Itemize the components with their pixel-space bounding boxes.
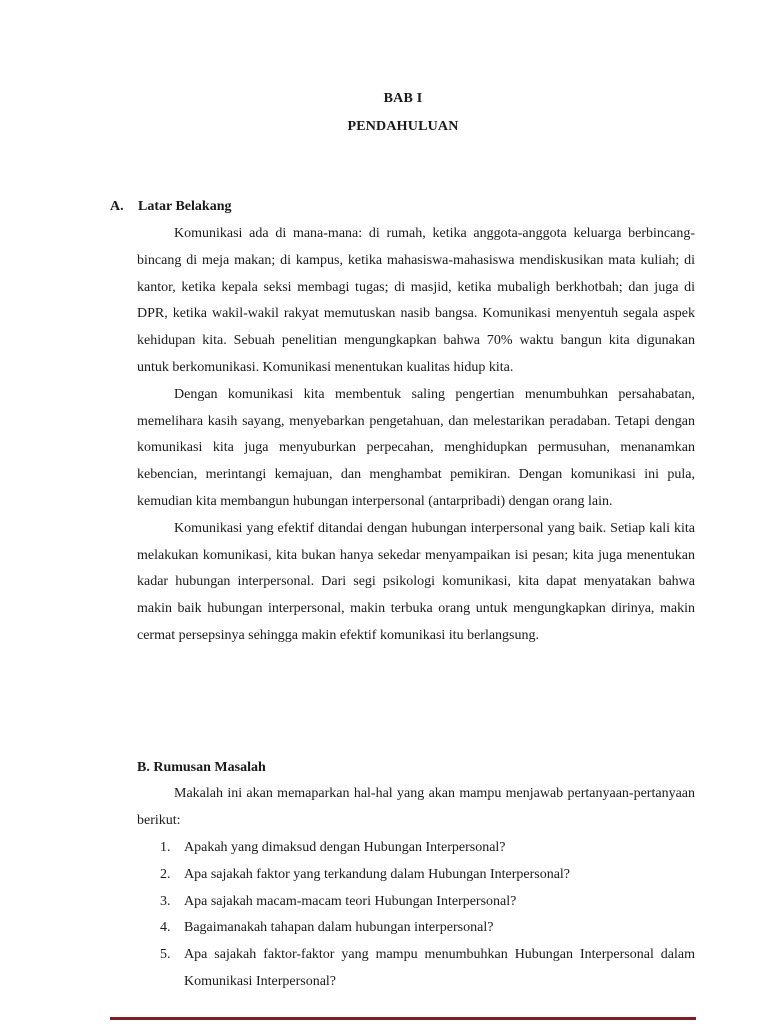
list-number: 1. — [160, 840, 171, 855]
list-text: Bagaimanakah tahapan dalam hubungan interpersonal? — [184, 920, 494, 936]
question-list — [160, 835, 695, 996]
list-number: 3. — [160, 893, 171, 909]
list-item — [160, 942, 695, 996]
list-number: 5. — [160, 947, 171, 963]
footer-divider — [110, 1017, 696, 1020]
list-text: Apa sajakah faktor yang terkandung dalam Hubungan Interpersonal? — [184, 866, 571, 882]
chapter-number: BAB I — [383, 91, 423, 106]
list-text: Apa sajakah macam-macam teori Hubungan Interpersonal? — [184, 893, 517, 909]
list-number: 2. — [160, 866, 171, 882]
section-b-body — [137, 781, 695, 835]
list-text: Apakah yang dimaksud dengan Hubungan Interpersonal? — [184, 840, 506, 855]
list-number: 4. — [160, 920, 171, 936]
list-item — [160, 915, 695, 942]
section-a-body — [137, 221, 695, 650]
paragraph: Dengan komunikasi kita membentuk saling pengertian menumbuhkan persahabatan, memelihara kasih sayang, menyebarkan pengetahuan, dan melestarikan peradaban. Tetapi dengan komunikasi kita juga menyuburkan perpecahan, menghidupkan permusuhan, menanamkan kebencian, merintangi kemajuan, dan menghambat pemikiran. Dengan komunikasi ini pula, kemudian kita membangun hubungan interpersonal (antarpribadi) dengan orang lain. — [137, 386, 695, 509]
section-a-label: A. — [110, 199, 124, 214]
list-text: Apa sajakah faktor-faktor yang mampu menumbuhkan Hubungan Interpersonal dalam Komunikasi Interpersonal? — [184, 947, 695, 989]
list-item — [160, 889, 695, 916]
section-b-heading: B. Rumusan Masalah — [137, 760, 266, 775]
list-item — [160, 835, 695, 862]
section-a-heading — [110, 199, 231, 215]
chapter-title: PENDAHULUAN — [347, 119, 459, 134]
section-a-title: Latar Belakang — [138, 199, 232, 214]
paragraph: Makalah ini akan memaparkan hal-hal yang akan mampu menjawab pertanyaan-pertanyaan berikut: — [137, 786, 695, 828]
paragraph: Komunikasi yang efektif ditandai dengan hubungan interpersonal yang baik. Setiap kali kita melakukan komunikasi, kita bukan hanya sekedar menyampaikan isi pesan; kita juga menentukan kadar hubungan interpersonal. Dari segi psikologi komunikasi, kita dapat menyatakan bahwa makin baik hubungan interpersonal, makin terbuka orang untuk mengungkapkan dirinya, makin cermat persepsinya sehingga makin efektif komunikasi itu berlangsung. — [137, 520, 695, 643]
paragraph: Komunikasi ada di mana-mana: di rumah, ketika anggota-anggota keluarga berbincang-bincang di meja makan; di kampus, ketika mahasiswa-mahasiswa mendiskusikan mata kuliah; di kantor, ketika kepala seksi membagi tugas; di masjid, ketika mubaligh berkhotbah; dan juga di DPR, ketika wakil-wakil rakyat memutuskan nasib bangsa. Komunikasi menyentuh segala aspek kehidupan kita. Sebuah penelitian mengungkapkan bahwa 70% waktu bangun kita digunakan untuk berkomunikasi. Komunikasi menentukan kualitas hidup kita. — [137, 226, 695, 375]
list-item — [160, 862, 695, 889]
